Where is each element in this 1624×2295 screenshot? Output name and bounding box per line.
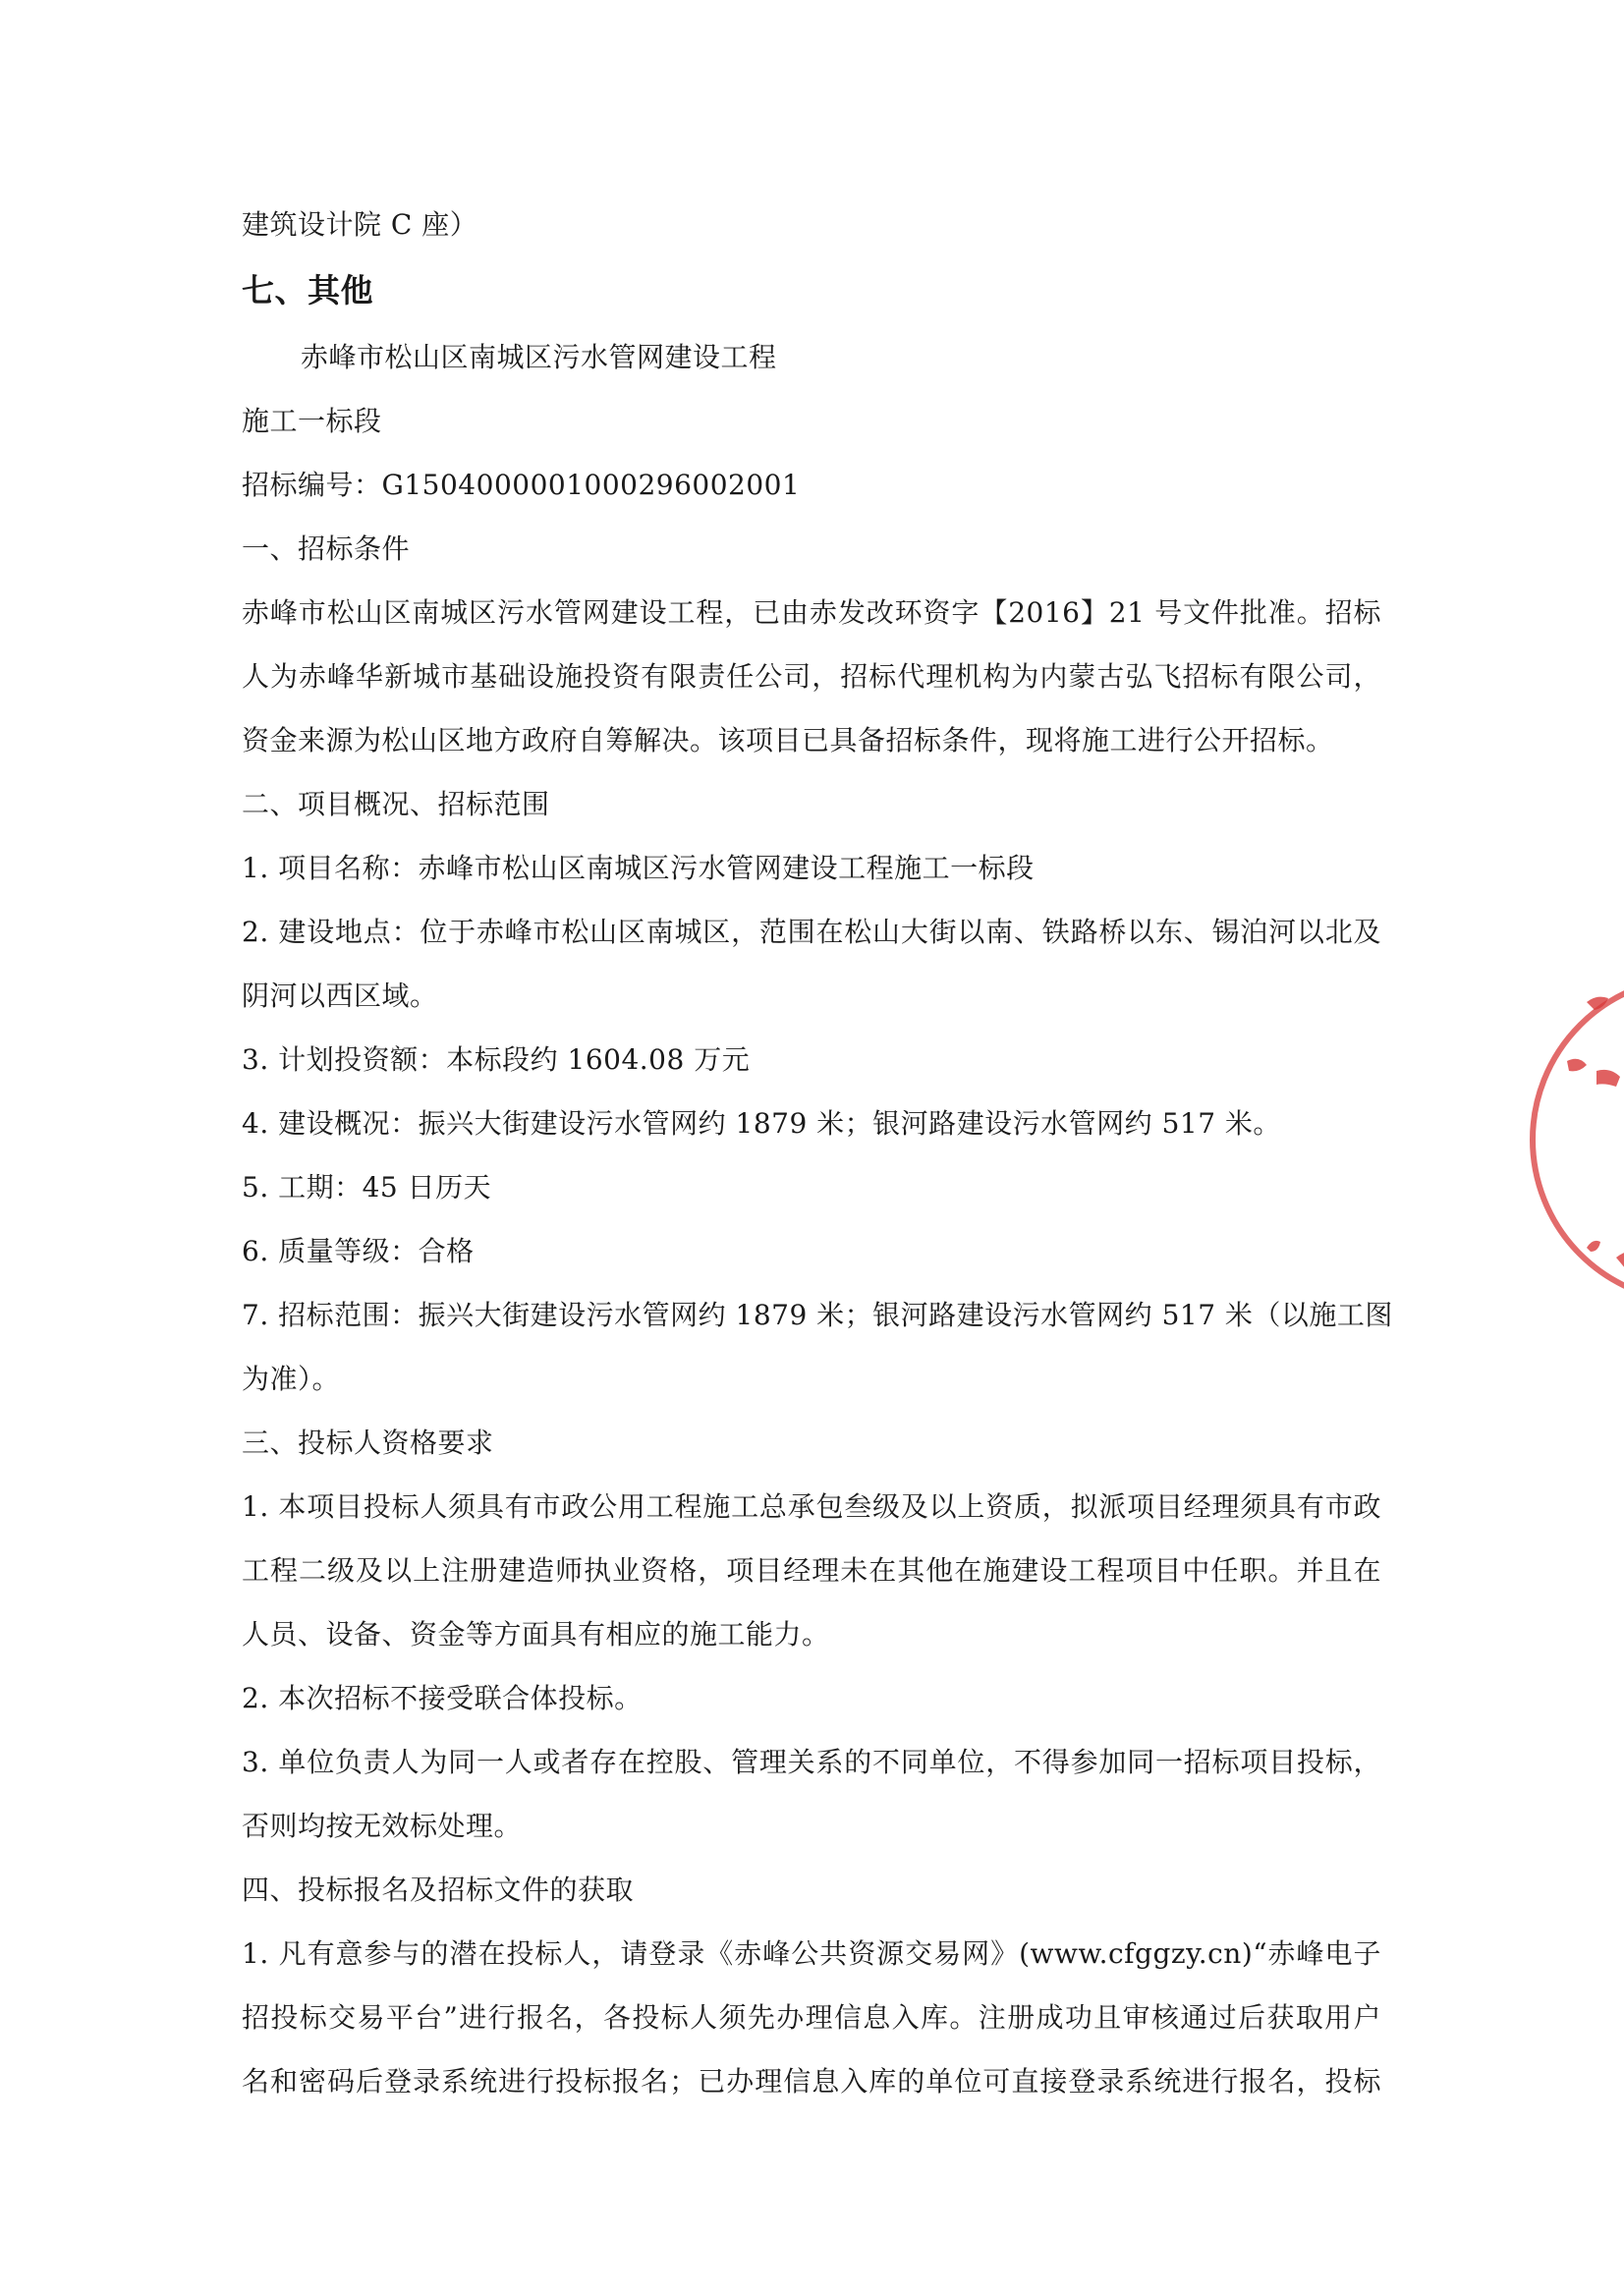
- text-line: 人员、设备、资金等方面具有相应的施工能力。: [242, 1618, 830, 1651]
- text-line: 2. 本次招标不接受联合体投标。: [242, 1682, 643, 1714]
- seal-mark: [1596, 1070, 1620, 1087]
- text-line: 为准）。: [242, 1363, 341, 1395]
- text-line: 资金来源为松山区地方政府自筹解决。该项目已具备招标条件，现将施工进行公开招标。: [242, 724, 1334, 756]
- seal-mark: [1567, 1059, 1587, 1072]
- seal-stamp-icon: [1528, 963, 1624, 1316]
- text-line: 7. 招标范围：振兴大街建设污水管网约 1879 米；银河路建设污水管网约 517 米（以施工图: [242, 1299, 1393, 1331]
- text-line: 4. 建设概况：振兴大街建设污水管网约 1879 米；银河路建设污水管网约 517 米。: [242, 1107, 1281, 1140]
- seal-mark: [1587, 1241, 1600, 1252]
- text-line: 6. 质量等级：合格: [242, 1235, 475, 1267]
- heading-registration: 四、投标报名及招标文件的获取: [242, 1874, 635, 1906]
- heading-bidder-qualification: 三、投标人资格要求: [242, 1427, 494, 1459]
- heading-tender-conditions: 一、招标条件: [242, 532, 411, 565]
- text-line: 2. 建设地点：位于赤峰市松山区南城区，范围在松山大街以南、铁路桥以东、锡泊河以北及: [242, 916, 1381, 948]
- text-line: 3. 计划投资额：本标段约 1604.08 万元: [242, 1043, 751, 1076]
- text-line: 建筑设计院 C 座）: [242, 208, 478, 241]
- text-line: 3. 单位负责人为同一人或者存在控股、管理关系的不同单位，不得参加同一招标项目投标，: [242, 1746, 1381, 1778]
- text-line: 人为赤峰华新城市基础设施投资有限责任公司，招标代理机构为内蒙古弘飞招标有限公司，: [242, 660, 1381, 693]
- text-line: 名和密码后登录系统进行投标报名；已办理信息入库的单位可直接登录系统进行报名，投标: [242, 2065, 1381, 2098]
- heading-project-overview: 二、项目概况、招标范围: [242, 788, 550, 820]
- text-line: 1. 项目名称：赤峰市松山区南城区污水管网建设工程施工一标段: [242, 852, 1035, 884]
- seal-mark: [1616, 1252, 1624, 1269]
- seal-ring: [1533, 978, 1624, 1302]
- document-body: [242, 193, 1393, 2113]
- text-line: 阴河以西区域。: [242, 980, 438, 1012]
- tender-number: 招标编号：G1504000001000296002001: [242, 469, 801, 501]
- text-line: 1. 凡有意参与的潜在投标人，请登录《赤峰公共资源交易网》(www.cfggzy.cn)“赤峰电子: [242, 1937, 1381, 1970]
- text-line: 1. 本项目投标人须具有市政公用工程施工总承包叁级及以上资质，拟派项目经理须具有市政: [242, 1490, 1381, 1523]
- text-line: 5. 工期：45 日历天: [242, 1171, 492, 1203]
- text-line: 工程二级及以上注册建造师执业资格，项目经理未在其他在施建设工程项目中任职。并且在: [242, 1554, 1381, 1587]
- lot-title: 施工一标段: [242, 405, 382, 437]
- text-line: 招投标交易平台”进行报名，各投标人须先办理信息入库。注册成功且审核通过后获取用户: [242, 2001, 1381, 2034]
- text-line: 赤峰市松山区南城区污水管网建设工程，已由赤发改环资字【2016】21 号文件批准。招标: [242, 596, 1381, 629]
- text-line: 否则均按无效标处理。: [242, 1810, 523, 1842]
- section-heading-other: 七、其他: [242, 271, 373, 309]
- project-title: 赤峰市松山区南城区污水管网建设工程: [301, 341, 777, 373]
